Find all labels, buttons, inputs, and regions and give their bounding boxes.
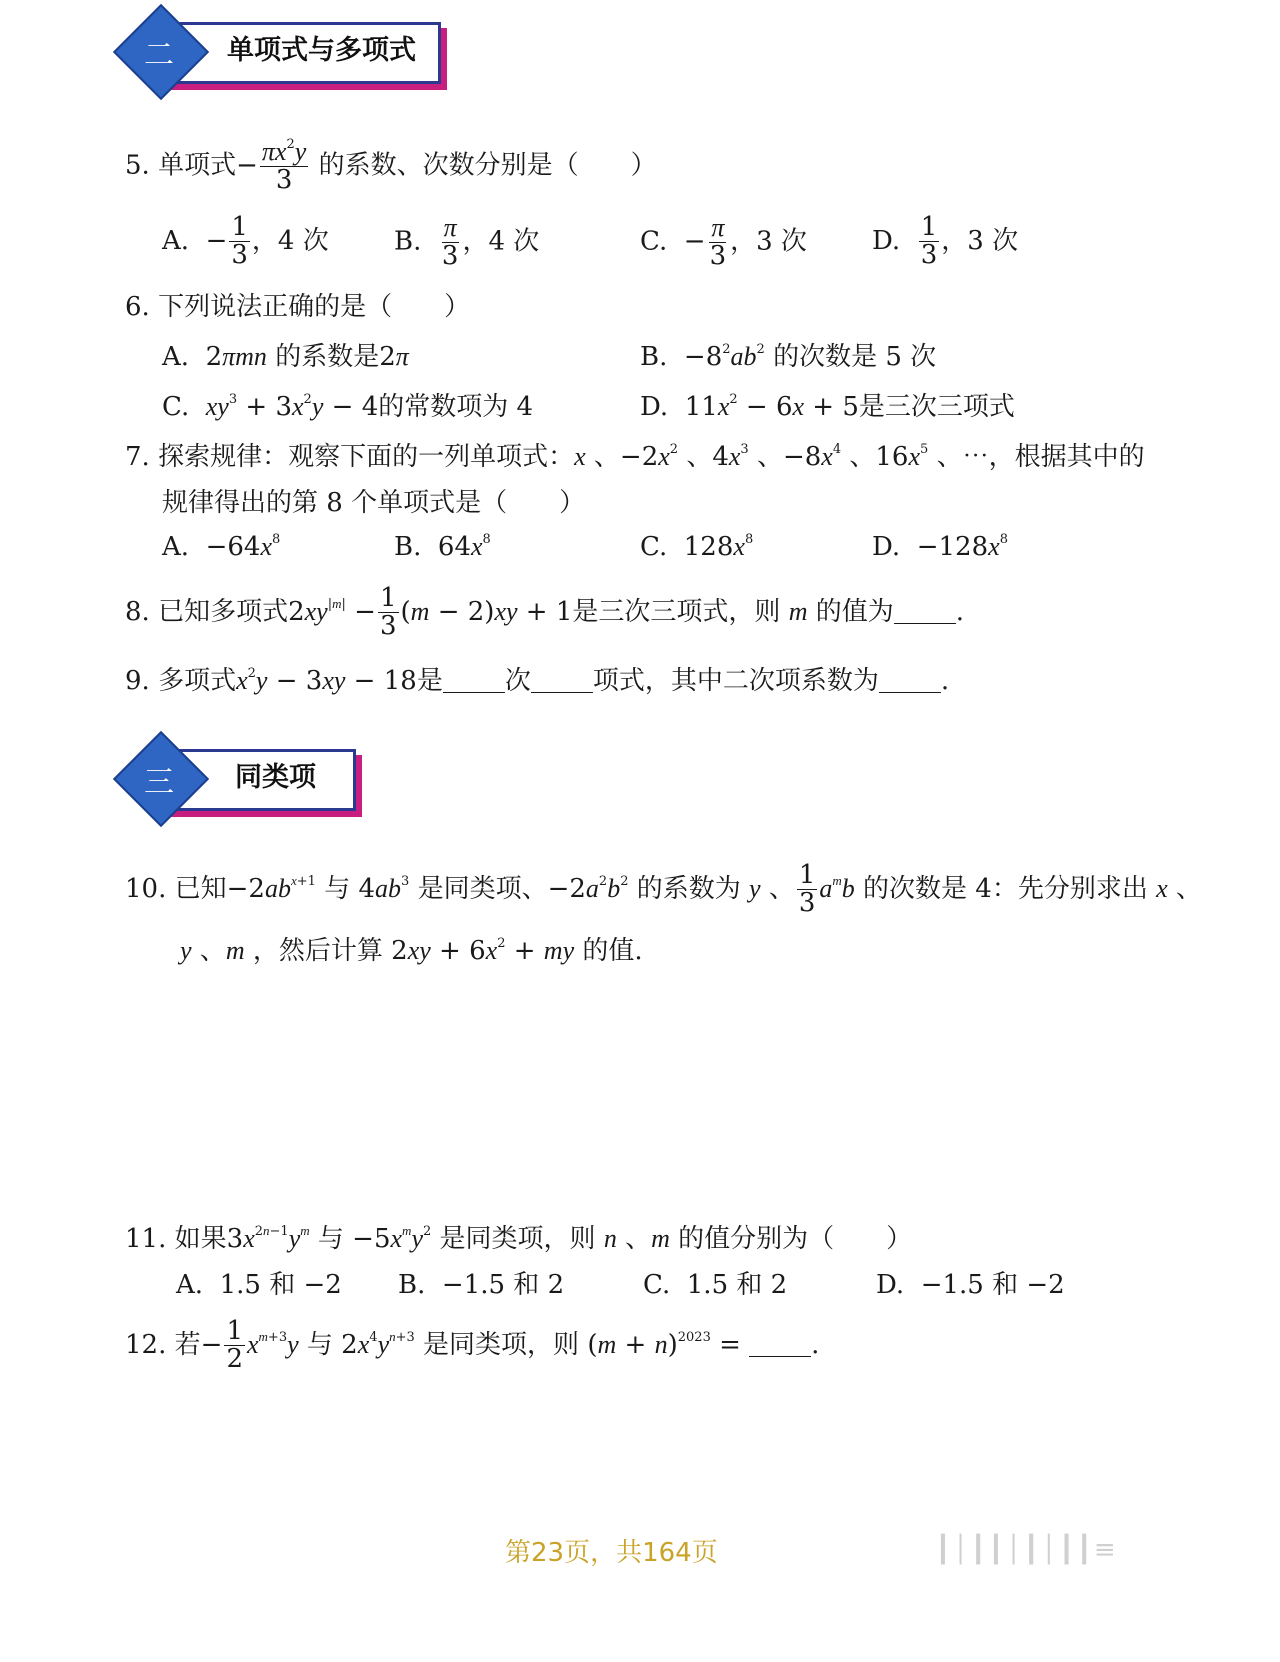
question-12: 12. 若− $\frac{1}{2}$ $x^{m+3}y$ 与 $2x^4y^{n+3}$ 是同类项，则 $(m + n)^{2023}$ = . [125,1316,820,1375]
q6-option-b[interactable]: B. $-8^2ab^2$ 的次数是 5 次 [640,342,937,372]
q7-option-c[interactable]: C. $128x^8$ [640,532,754,562]
q11-option-c[interactable]: C. 1.5 和 2 [643,1270,788,1300]
answer-blank[interactable] [531,670,593,693]
q11-option-a[interactable]: A. 1.5 和 −2 [176,1270,342,1300]
option-a[interactable]: A. − $\frac{1}{3}$ ，4 次 [162,212,329,271]
watermark-logo: ┃│┃┃│┃│┃┃≡ [935,1535,1118,1565]
section-number: 三 [144,765,174,800]
question-9: 9. 多项式$x^2y - 3xy - 18$是 次 项式，其中二次项系数为 . [125,666,950,696]
question-7: 7. 探索规律：观察下面的一列单项式：x 、$-2x^2$ 、$4x^3$ 、$-8x^4$ 、$16x^5$ 、⋯，根据其中的 [125,442,1145,472]
q11-option-b[interactable]: B. −1.5 和 2 [398,1270,565,1300]
question-10-line2: y 、m ，然后计算 $2xy + 6x^2$ + my 的值. [180,936,643,966]
question-11: 11. 如果$3x^{2n-1}y^m$ 与 $-5x^my^2$ 是同类项，则 n 、m 的值分别为（ ） [125,1223,913,1254]
section-number: 二 [144,38,174,73]
question-10: 10. 已知$-2ab^{x+1}$ 与 $4ab^3$ 是同类项、$-2a^2b^2$ 的系数为 y 、 $\frac{1}{3}$ $a^mb$ 的次数是 4：先分别求出 x 、 [125,860,1202,919]
option-c[interactable]: C. − $\frac{\pi}{3}$ ，3 次 [640,213,807,272]
q6-option-a[interactable]: A. 2πmn 的系数是2π [162,342,409,372]
question-8: 8. 已知多项式$2xy^{|m|}$ − $\frac{1}{3}$ (m − 2)xy + 1是三次三项式，则 m 的值为 . [125,583,965,642]
answer-blank[interactable] [749,1334,811,1357]
section-title: 单项式与多项式 [227,35,416,66]
option-d[interactable]: D. $\frac{1}{3}$ ，3 次 [872,212,1019,271]
q11-option-d[interactable]: D. −1.5 和 −2 [876,1270,1065,1300]
section-banner-3 [115,745,375,825]
page-footer: 第23页，共164页 [505,1538,718,1568]
q6-option-c[interactable]: C. $xy^3 + 3x^2y - 4$的常数项为 4 [162,392,534,422]
question-5: 5. 单项式− $\frac{\pi x^2y}{3}$ 的系数、次数分别是（ ） [125,137,657,196]
q7-option-a[interactable]: A. $-64x^8$ [162,532,281,562]
q7-option-b[interactable]: B. $64x^8$ [394,532,491,562]
option-b[interactable]: B. $\frac{\pi}{3}$ ，4 次 [394,213,540,272]
question-6: 6. 下列说法正确的是（ ） [125,292,471,322]
question-5-options [162,214,1062,274]
section-banner-2 [115,18,455,98]
section-title: 同类项 [235,762,316,793]
q6-option-d[interactable]: D. $11x^2 - 6x + 5$是三次三项式 [640,392,1015,422]
q7-option-d[interactable]: D. $-128x^8$ [872,532,1008,562]
answer-blank[interactable] [879,670,941,693]
question-7-line2: 规律得出的第 8 个单项式是（ ） [162,488,586,518]
answer-blank[interactable] [443,670,505,693]
answer-blank[interactable] [894,601,956,624]
